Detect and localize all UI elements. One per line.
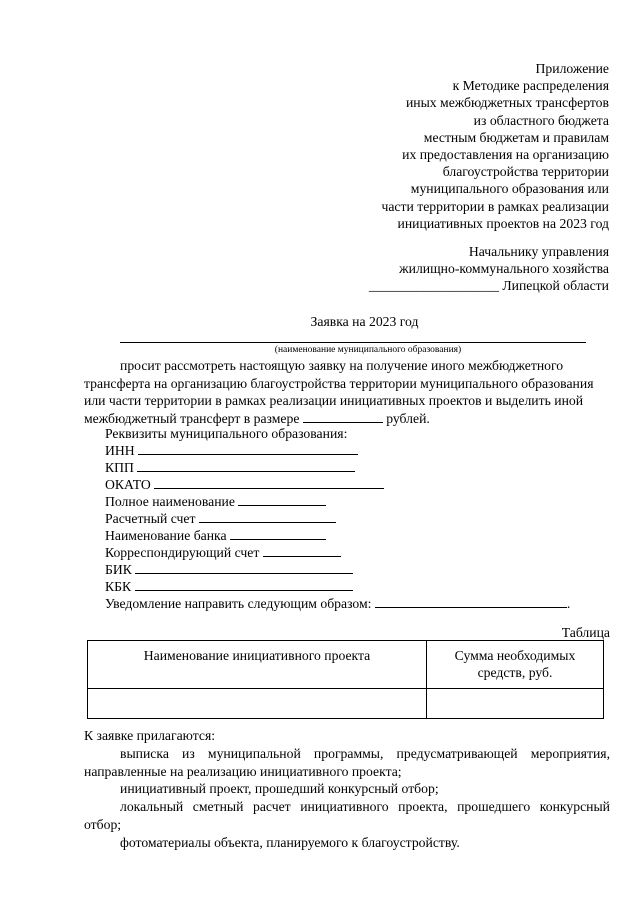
field-label: Наименование банка xyxy=(105,528,227,543)
header-line: инициативных проектов на 2023 год xyxy=(397,215,609,231)
table-caption: Таблица xyxy=(561,625,610,640)
municipality-name-blank[interactable] xyxy=(120,342,586,343)
field-full-name xyxy=(105,493,326,510)
field-label: Корреспондирующий счет xyxy=(105,545,260,560)
appendix-header xyxy=(209,60,609,232)
notify-end: . xyxy=(566,596,571,611)
full-name-blank[interactable] xyxy=(238,493,326,506)
requisites-heading: Реквизиты муниципального образования: xyxy=(105,426,348,441)
kbk-blank[interactable] xyxy=(135,578,353,591)
field-bank-name xyxy=(105,527,326,544)
field-label: Полное наименование xyxy=(105,494,235,509)
table-header-row xyxy=(88,641,604,689)
corr-account-blank[interactable] xyxy=(263,544,341,557)
table-row xyxy=(88,689,604,719)
attachments-heading: К заявке прилагаются: xyxy=(84,728,216,743)
field-bik xyxy=(105,561,353,578)
field-label: КБК xyxy=(105,579,132,594)
header-line: иных межбюджетных трансфертов xyxy=(405,95,609,111)
attachments-block xyxy=(84,727,610,852)
amount-blank[interactable] xyxy=(303,410,383,423)
bank-name-blank[interactable] xyxy=(230,527,326,540)
header-line: части территории в рамках реализации xyxy=(381,198,609,214)
field-label: ИНН xyxy=(105,443,135,458)
request-text-end: рублей. xyxy=(386,410,430,426)
notify-blank[interactable] xyxy=(375,595,567,608)
field-kbk xyxy=(105,578,353,595)
bik-blank[interactable] xyxy=(135,561,353,574)
request-text: просит рассмотреть настоящую заявку на получение иного межбюджетного трансферта на организацию благоустройства территории муниципального образования или части территории в рамках реализации инициативных проектов и выделить иной межбюджетный трансферт в размере xyxy=(84,358,594,426)
field-label: Расчетный счет xyxy=(105,511,196,526)
municipality-caption: (наименование муниципального образования) xyxy=(274,345,462,355)
header-line: благоустройства территории xyxy=(442,164,609,180)
region-label: Липецкой области xyxy=(502,278,609,294)
okato-blank[interactable] xyxy=(154,476,384,489)
header-line: местным бюджетам и правилам xyxy=(423,129,609,145)
header-line: Приложение xyxy=(535,61,609,76)
header-line: из областного бюджета xyxy=(473,112,609,128)
attachment-item: выписка из муниципальной программы, предусматривающей мероприятия, направленные на реализацию инициативного проекта; xyxy=(84,745,610,779)
field-kpp xyxy=(105,459,355,476)
field-notify xyxy=(105,595,570,612)
field-label: БИК xyxy=(105,562,132,577)
attachment-item: локальный сметный расчет инициативного проекта, прошедшего конкурсный отбор; xyxy=(84,799,610,832)
addressee-line: жилищно-коммунального хозяйства xyxy=(399,261,609,277)
document-title: Заявка на 2023 год xyxy=(310,314,419,329)
request-paragraph xyxy=(84,357,610,427)
addressee-line-region xyxy=(209,277,609,294)
attachment-item: фотоматериалы объекта, планируемого к благоустройству. xyxy=(120,834,460,850)
kpp-blank[interactable] xyxy=(137,459,355,472)
account-blank[interactable] xyxy=(199,510,336,523)
table-header-project: Наименование инициативного проекта xyxy=(88,641,427,689)
project-name-cell[interactable] xyxy=(88,689,427,719)
attachment-item: инициативный проект, прошедший конкурсный отбор; xyxy=(120,781,439,797)
amount-cell[interactable] xyxy=(427,689,604,719)
region-blank[interactable]: ___________________ xyxy=(368,278,499,294)
addressee-line: Начальнику управления xyxy=(468,244,609,259)
field-inn xyxy=(105,442,358,459)
table-header-amount: Сумма необходимых средств, руб. xyxy=(427,641,604,689)
field-corr-account xyxy=(105,544,341,561)
header-line: к Методике распределения xyxy=(452,78,609,94)
notify-label: Уведомление направить следующим образом: xyxy=(105,596,372,611)
projects-table xyxy=(87,640,604,719)
inn-blank[interactable] xyxy=(138,442,358,455)
field-label: ОКАТО xyxy=(105,477,151,492)
field-label: КПП xyxy=(105,460,134,475)
addressee-block xyxy=(209,243,609,295)
header-line: их предоставления на организацию xyxy=(402,147,609,163)
field-account xyxy=(105,510,336,527)
header-line: муниципального образования или xyxy=(410,181,609,197)
field-okato xyxy=(105,476,384,493)
